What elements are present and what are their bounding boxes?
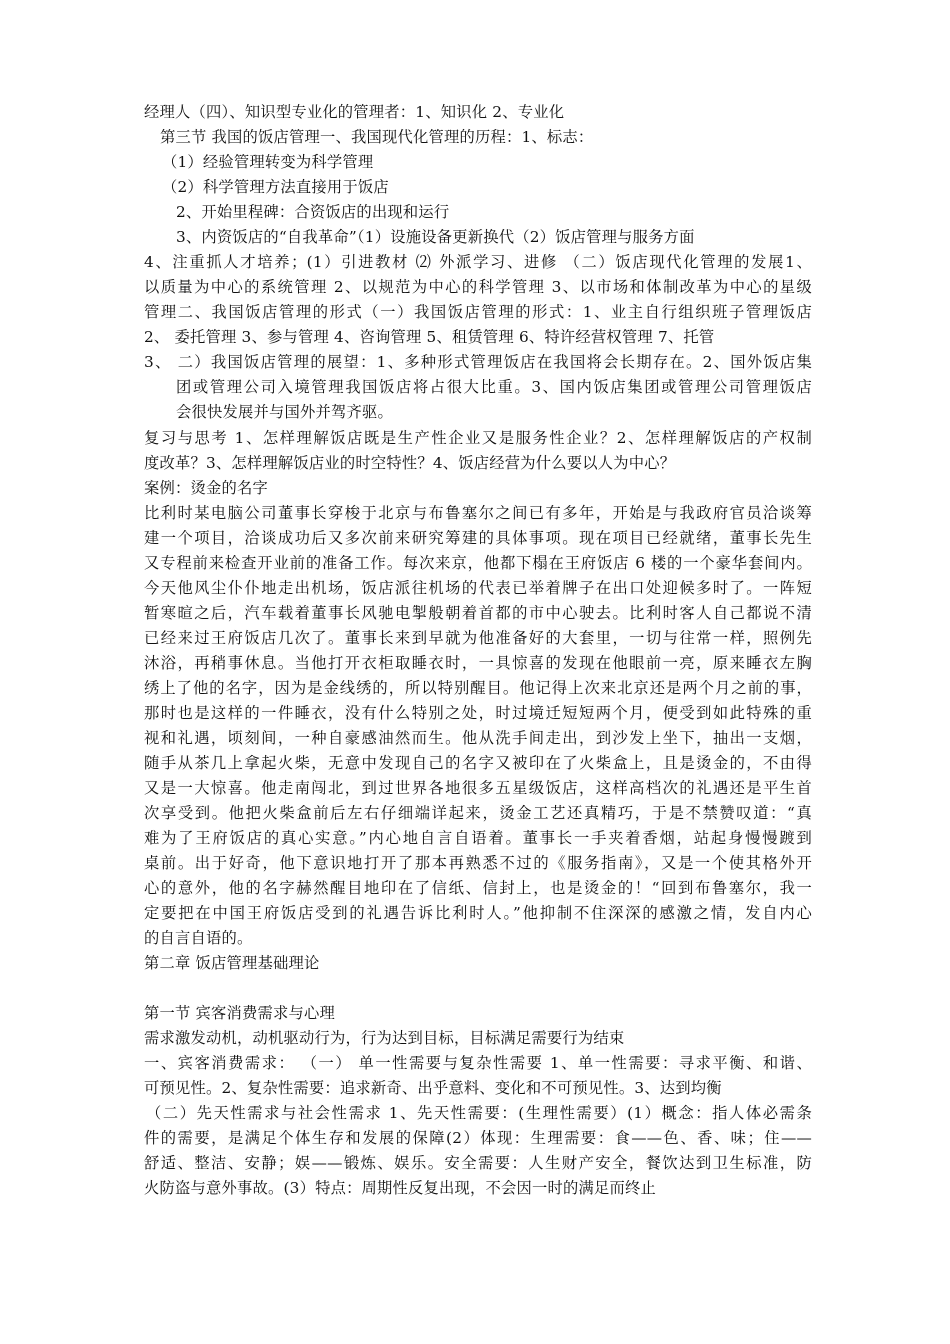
text-line: 绣上了他的名字，因为是金线绣的，所以特别醒目。他记得上次来北京还是两个月之前的事， (144, 679, 812, 697)
text-line: 一、宾客消费需求： （一） 单一性需要与复杂性需要 1、单一性需要：寻求平衡、和谐、 (144, 1054, 812, 1072)
text-line: 经理人（四）、知识型专业化的管理者：1、知识化 2、专业化 (144, 103, 565, 121)
text-line: 次享受到。他把火柴盒前后左右仔细端详起来，烫金工艺还真精巧，于是不禁赞叹道：“真 (144, 804, 812, 822)
text-line: 需求激发动机，动机驱动行为，行为达到目标，目标满足需要行为结束 (144, 1029, 625, 1047)
text-line: 舒适、整洁、安静；娱——锻炼、娱乐。安全需要：人生财产安全，餐饮达到卫生标准，防 (144, 1154, 812, 1172)
text-line: 又专程前来检查开业前的准备工作。每次来京，他都下榻在王府饭店 6 楼的一个豪华套间内。 (144, 554, 812, 572)
text-line: 又是一大惊喜。他走南闯北，到过世界各地很多五星级饭店，这样高档次的礼遇还是平生首 (144, 779, 812, 797)
text-line: 比利时某电脑公司董事长穿梭于北京与布鲁塞尔之间已有多年，开始是与我政府官员洽谈筹 (144, 504, 812, 522)
text-line: 的自言自语的。 (144, 929, 253, 947)
section-heading: 第一节 宾客消费需求与心理 (144, 1004, 336, 1022)
text-line: 沐浴，再稍事休息。当他打开衣柜取睡衣时，一具惊喜的发现在他眼前一亮，原来睡衣左胸 (144, 654, 812, 672)
text-line: 管理二、我国饭店管理的形式（一）我国饭店管理的形式：1、业主自行组织班子管理饭店 (144, 303, 812, 321)
text-line: 2、开始里程碑：合资饭店的出现和运行 (176, 203, 450, 221)
text-line: （2）科学管理方法直接用于饭店 (162, 178, 389, 196)
chapter-heading: 第二章 饭店管理基础理论 (144, 954, 320, 972)
text-line: 3、内资饭店的“自我革命”（1）设施设备更新换代（2）饭店管理与服务方面 (176, 228, 695, 246)
text-line: 随手从茶几上拿起火柴，无意中发现自己的名字又被印在了火柴盒上，且是烫金的，不由得 (144, 754, 812, 772)
text-line: 暂寒暄之后，汽车载着董事长风驰电掣般朝着首都的市中心驶去。比利时客人自己都说不清 (144, 604, 812, 622)
text-line: 3、 二）我国饭店管理的展望：1、多种形式管理饭店在我国将会长期存在。2、国外饭店集 (144, 353, 812, 371)
text-line: （1）经验管理转变为科学管理 (162, 153, 374, 171)
text-line: 建一个项目，洽谈成功后又多次前来研究筹建的具体事项。现在项目已经就绪，董事长先生 (144, 529, 812, 547)
text-line: 度改革？3、怎样理解饭店业的时空特性？4、饭店经营为什么要以人为中心？ (144, 454, 676, 472)
case-title: 案例：烫金的名字 (144, 479, 268, 497)
text-line: 桌前。出于好奇，他下意识地打开了那本再熟悉不过的《服务指南》，又是一个使其格外开 (144, 854, 812, 872)
text-line: 件的需要，是满足个体生存和发展的保障(2）体现：生理需要：食——色、香、味；住—— (144, 1129, 812, 1147)
text-line: 视和礼遇，顷刻间，一种自豪感油然而生。他从洗手间走出，到沙发上坐下，抽出一支烟， (144, 729, 812, 747)
section-heading: 第三节 我国的饭店管理一、我国现代化管理的历程：1、标志： (160, 128, 594, 146)
text-line: 会很快发展并与国外并驾齐驱。 (176, 403, 393, 421)
text-line: 今天他风尘仆仆地走出机场，饭店派往机场的代表已举着牌子在出口处迎候多时了。一阵短 (144, 579, 812, 597)
text-line: 火防盗与意外事故。(3）特点：周期性反复出现，不会因一时的满足而终止 (144, 1179, 657, 1197)
text-line: （二）先天性需求与社会性需求 1、先天性需要：(生理性需要）(1）概念：指人体必需条 (146, 1104, 812, 1122)
text-line: 难为了王府饭店的真心实意。”内心地自言自语着。董事长一手夹着香烟，站起身慢慢踱到 (144, 829, 812, 847)
text-line: 团或管理公司入境管理我国饭店将占很大比重。3、国内饭店集团或管理公司管理饭店 (176, 378, 812, 396)
text-line: 4、注重抓人才培养；(1）引进教材 ⑵ 外派学习、进修 （二）饭店现代化管理的发展1、 (144, 253, 812, 271)
text-line: 定要把在中国王府饭店受到的礼遇告诉比利时人。”他抑制不住深深的感激之情，发自内心 (144, 904, 812, 922)
text-line: 可预见性。2、复杂性需要：追求新奇、出乎意料、变化和不可预见性。3、达到均衡 (144, 1079, 722, 1097)
text-line: 以质量为中心的系统管理 2、以规范为中心的科学管理 3、以市场和体制改革为中心的星级 (144, 278, 812, 296)
text-line: 那时也是这样的一件睡衣，没有什么特别之处，时过境迁短短两个月，便受到如此特殊的重 (144, 704, 812, 722)
text-line: 复习与思考 1、怎样理解饭店既是生产性企业又是服务性企业？2、怎样理解饭店的产权制 (144, 429, 812, 447)
text-line: 2、 委托管理 3、参与管理 4、咨询管理 5、租赁管理 6、特许经营权管理 7、托管 (144, 328, 715, 346)
text-line: 已经来过王府饭店几次了。董事长来到早就为他准备好的大套里，一切与往常一样，照例先 (144, 629, 812, 647)
text-line: 心的意外，他的名字赫然醒目地印在了信纸、信封上，也是烫金的！“回到布鲁塞尔，我一 (144, 879, 812, 897)
